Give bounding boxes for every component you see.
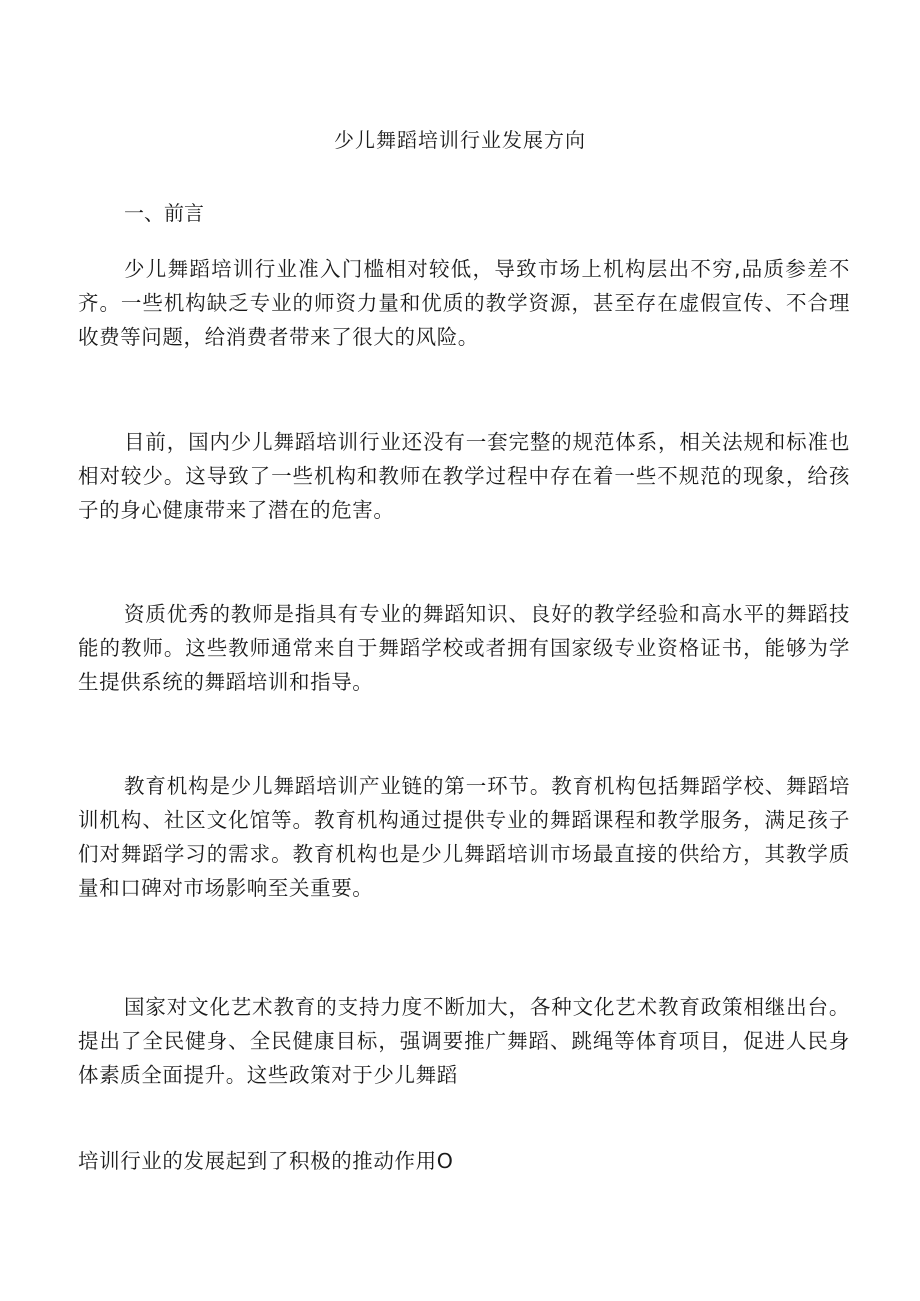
paragraph-5: 国家对文化艺术教育的支持力度不断加大，各种文化艺术教育政策相继出台。提出了全民健身、全民健康目标，强调要推广舞蹈、跳绳等体育项目，促进人民身体素质全面提升。这些政策对于少儿舞蹈: [78, 995, 850, 1087]
paragraph-5-continuation: 培训行业的发展起到了积极的推动作用O: [78, 1149, 454, 1173]
paragraph-1: 少儿舞蹈培训行业准入门槛相对较低，导致市场上机构层出不穷,品质参差不齐。一些机构缺乏专业的师资力量和优质的教学资源，甚至存在虚假宣传、不合理收费等问题，给消费者带来了很大的风险。: [78, 257, 850, 349]
paragraph-4: 教育机构是少儿舞蹈培训产业链的第一环节。教育机构包括舞蹈学校、舞蹈培训机构、社区文化馆等。教育机构通过提供专业的舞蹈课程和教学服务，满足孩子们对舞蹈学习的需求。教育机构也是少儿舞蹈培训市场最直接的供给方，其教学质量和口碑对市场影响至关重要。: [78, 774, 850, 900]
section-heading: 一、前言: [124, 201, 204, 225]
document-title: 少儿舞蹈培训行业发展方向: [334, 128, 586, 152]
paragraph-3: 资质优秀的教师是指具有专业的舞蹈知识、良好的教学经验和高水平的舞蹈技能的教师。这些教师通常来自于舞蹈学校或者拥有国家级专业资格证书，能够为学生提供系统的舞蹈培训和指导。: [78, 602, 850, 694]
paragraph-2: 目前，国内少儿舞蹈培训行业还没有一套完整的规范体系，相关法规和标准也相对较少。这导致了一些机构和教师在教学过程中存在着一些不规范的现象，给孩子的身心健康带来了潜在的危害。: [78, 430, 850, 522]
